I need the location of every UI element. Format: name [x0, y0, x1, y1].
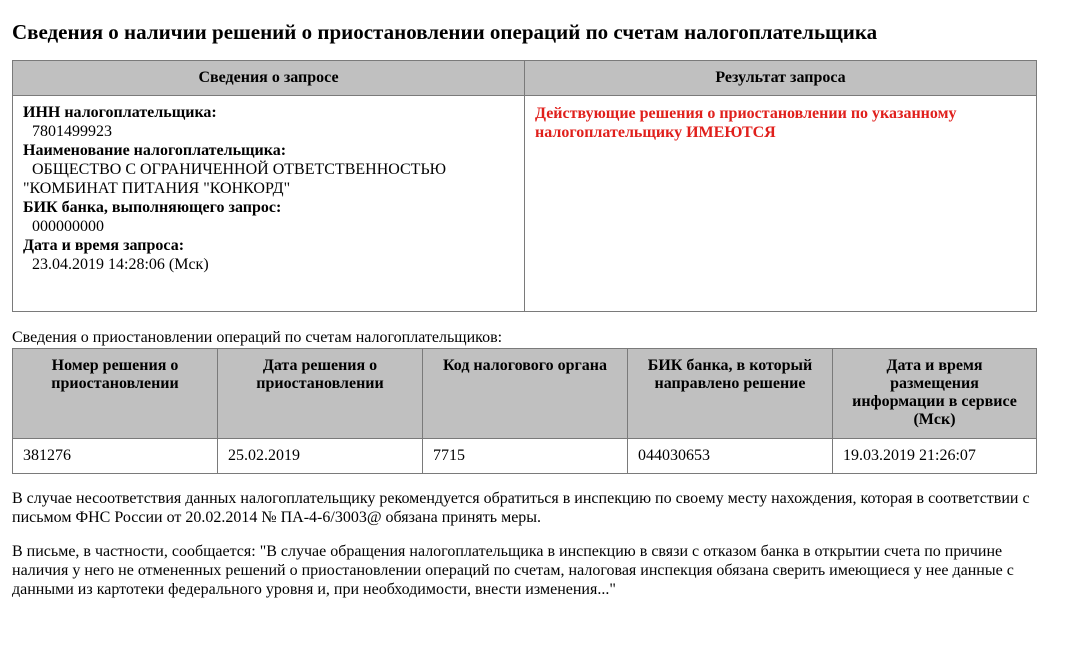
col-header-tax-authority-code: Код налогового органа: [423, 349, 628, 439]
inn-value: 7801499923: [32, 123, 112, 140]
inn-label: ИНН налогоплательщика:: [23, 104, 217, 121]
posted-datetime-cell: 19.03.2019 21:26:07: [833, 439, 1037, 474]
page-title: Сведения о наличии решений о приостановлении операций по счетам налогоплательщика: [12, 20, 878, 44]
suspensions-caption: Сведения о приостановлении операций по счетам налогоплательщиков:: [12, 329, 503, 346]
col-header-bank-bik: БИК банка, в который направлено решение: [628, 349, 833, 439]
note-paragraph-recommendation: В случае несоответствия данных налогоплательщику рекомендуется обратиться в инспекцию по своему месту нахождения, которая в соответствии с письмом ФНС России от 20.02.2014 № ПА-4-6/3003@ обязана принять меры.: [12, 490, 1030, 526]
result-text: Действующие решения о приостановлении по указанному налогоплательщику ИМЕЮТСЯ: [535, 105, 957, 141]
request-info-header: Сведения о запросе: [13, 61, 525, 96]
request-result-cell: [525, 96, 1037, 312]
note-paragraph-letter-quote: В письме, в частности, сообщается: "В случае обращения налогоплательщика в инспекцию в связи с отказом банка в открытии счета по причине наличия у него не отмененных решений о приостановлении операций по счетам, налоговая инспекция обязана сверить имеющиеся у нее данные с данными из картотеки федерального уровня и, при необходимости, внести изменения...": [12, 543, 1014, 598]
bank-bik-cell: 044030653: [628, 439, 833, 474]
decision-number-cell: 381276: [13, 439, 218, 474]
table-row: [13, 439, 1037, 474]
col-header-posted-datetime: Дата и время размещения информации в сервисе (Мск): [833, 349, 1037, 439]
bank-bik-label: БИК банка, выполняющего запрос:: [23, 199, 282, 216]
bank-bik-value: 000000000: [32, 218, 104, 235]
request-info-cell: [13, 96, 525, 312]
col-header-decision-date: Дата решения о приостановлении: [218, 349, 423, 439]
taxpayer-name-value: ОБЩЕСТВО С ОГРАНИЧЕННОЙ ОТВЕТСТВЕННОСТЬЮ "КОМБИНАТ ПИТАНИЯ "КОНКОРД": [23, 161, 455, 197]
request-datetime-value: 23.04.2019 14:28:06 (Мск): [32, 256, 209, 273]
decision-date-cell: 25.02.2019: [218, 439, 423, 474]
request-result-header: Результат запроса: [525, 61, 1037, 96]
request-datetime-label: Дата и время запроса:: [23, 237, 185, 254]
taxpayer-name-label: Наименование налогоплательщика:: [23, 142, 287, 159]
suspensions-table: [12, 348, 1037, 474]
request-table: [12, 60, 1037, 312]
notes-section: [12, 489, 1032, 599]
suspensions-header-row: [13, 349, 1037, 439]
tax-authority-code-cell: 7715: [423, 439, 628, 474]
col-header-decision-number: Номер решения о приостановлении: [13, 349, 218, 439]
